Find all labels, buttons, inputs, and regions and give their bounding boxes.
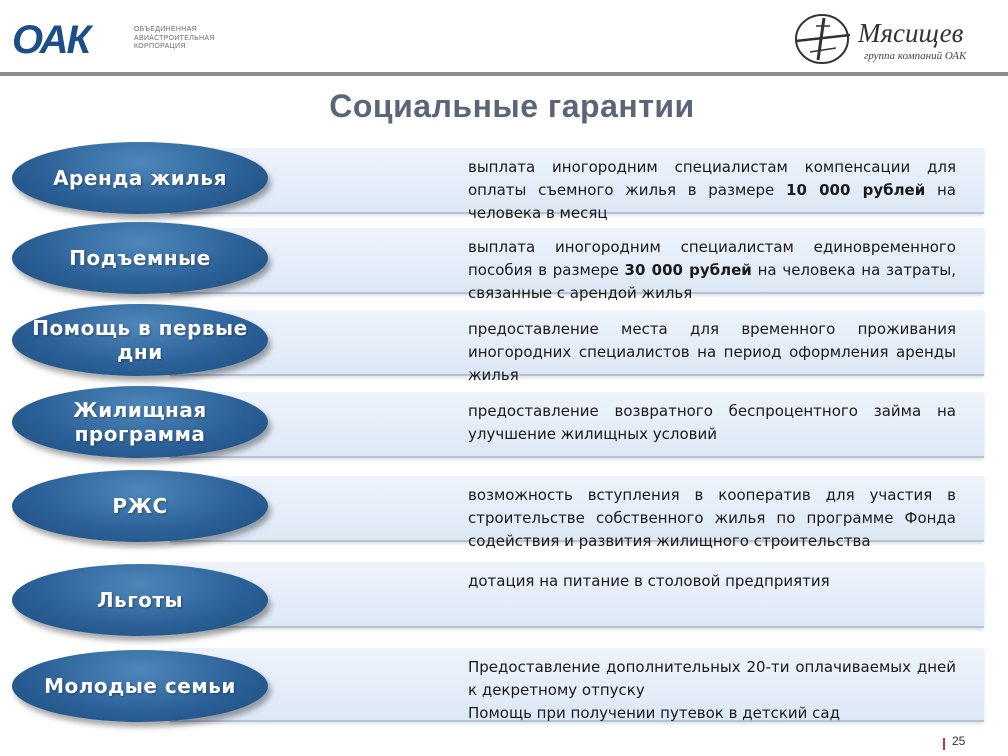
benefit-row-privileges: [0, 556, 1008, 631]
oak-caption-line: КОРПОРАЦИЯ: [134, 43, 186, 50]
benefit-label: Помощь в первые дни: [32, 316, 248, 364]
benefit-label-pill: [12, 650, 268, 722]
oak-logo-text: ОАК: [12, 18, 90, 62]
oak-logo: [12, 18, 222, 62]
benefit-label-pill: [12, 304, 268, 376]
oak-caption-line: ОБЪЕДИНЕННАЯ: [134, 26, 197, 33]
myasishchev-logo: [792, 12, 992, 66]
benefit-row-rent: [0, 142, 1008, 222]
benefit-bar: [170, 228, 984, 302]
benefit-bar: [170, 148, 984, 222]
benefit-label: Жилищная программа: [73, 398, 207, 446]
benefit-label-pill: [12, 564, 268, 636]
benefit-bar: [170, 562, 984, 628]
benefit-bar: [170, 310, 984, 384]
benefit-row-first-days: [0, 304, 1008, 384]
brand-name: Мясищев: [858, 18, 964, 48]
benefit-amount: 30 000 рублей: [624, 261, 752, 279]
benefit-description: [468, 656, 956, 725]
brand-subtitle: группа компаний ОАК: [864, 50, 967, 62]
benefit-description: выплата иногородним специалистам компенсации для оплаты съемного жилья в размере 10 000 рублей на человека в месяц: [468, 158, 956, 222]
benefit-bar: [170, 476, 984, 550]
benefit-description: возможность вступления в кооператив для участия в строительстве собственного жилья по программе Фонда содействия и развития жилищного строительства: [468, 486, 956, 550]
benefit-row-housing-program: [0, 386, 1008, 461]
page-title: Социальные гарантии: [329, 88, 695, 124]
benefit-line: Предоставление дополнительных 20-ти оплачиваемых дней к декретному отпуску: [468, 658, 956, 699]
benefit-description: выплата иногородним специалистам единовременного пособия в размере 30 000 рублей на человека на затраты, связанные с арендой жилья: [468, 238, 957, 302]
header-divider: [0, 72, 1008, 76]
benefit-label-pill: [12, 222, 268, 294]
benefit-row-rzhs: [0, 470, 1008, 550]
benefit-description: предоставление возвратного беспроцентного займа на улучшение жилищных условий: [468, 402, 956, 443]
oak-logo-caption: [134, 26, 215, 52]
benefit-amount: 10 000 рублей: [786, 181, 926, 199]
benefit-label-pill: [12, 470, 268, 542]
benefit-description: предоставление места для временного проживания иногородних специалистов на период оформления аренды жилья: [468, 320, 956, 384]
benefit-label-pill: [12, 142, 268, 214]
page-number: 25: [952, 734, 966, 748]
benefit-description: дотация на питание в столовой предприятия: [468, 572, 830, 590]
benefit-row-young-families: [0, 642, 1008, 722]
benefit-label: Подъемные: [69, 246, 211, 270]
benefit-label-pill: [12, 386, 268, 458]
benefit-label: РЖС: [112, 494, 168, 518]
oak-caption-line: АВИАСТРОИТЕЛЬНАЯ: [134, 34, 215, 42]
benefit-label: Молодые семьи: [44, 674, 236, 698]
benefit-bar: [170, 648, 984, 722]
myasishchev-emblem-icon: [792, 12, 854, 66]
benefit-line: Помощь при получении путевок в детский сад: [468, 704, 840, 722]
benefit-bar: [170, 392, 984, 458]
benefit-label: Аренда жилья: [53, 166, 227, 190]
benefit-label: Льготы: [96, 588, 184, 612]
benefit-row-relocation: [0, 222, 1008, 302]
